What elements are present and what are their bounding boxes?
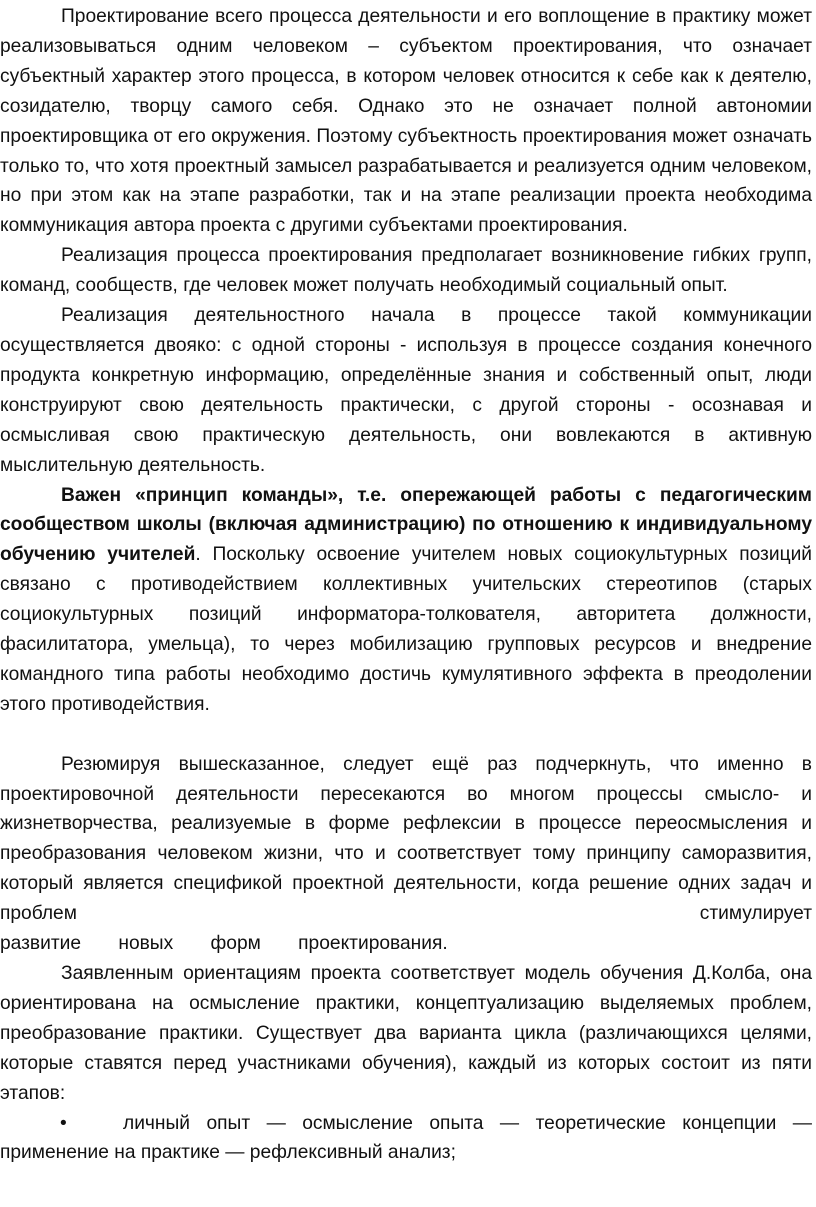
paragraph-4 <box>0 481 812 720</box>
paragraph-5: Резюмируя вышесказанное, следует ещё раз подчеркнуть, что именно в проектировочной деятельности пересекаются во многом процессы смысло- и жизнетворчества, реализуемые в форме рефлексии в процессе переосмысления и преобразования человеком жизни, что и соответствует тому принципу саморазвития, который является спецификой проектной деятельности, когда решение одних задач и проблем стимулирует <box>0 753 812 925</box>
paragraph-3: Реализация деятельностного начала в процессе такой коммуникации осуществляется двояко: с одной стороны - используя в процессе создания конечного продукта конкретную информацию, определённые знания и собственный опыт, люди конструируют свою деятельность практически, с другой стороны - осознавая и осмысливая свою практическую деятельность, они вовлекаются в активную мыслительную деятельность. <box>0 305 812 476</box>
paragraph-4-text: . Поскольку освоение учителем новых социокультурных позиций связано с противодействием коллективных учительских стереотипов (старых социокультурных позиций информатора-толкователя, авторитета должности, фасилитатора, умельца), то через мобилизацию групповых ресурсов и внедрение командного типа работы необходимо достичь кумулятивного эффекта в преодолении этого противодействия. <box>0 544 812 715</box>
paragraph-6: Заявленным ориентациям проекта соответствует модель обучения Д.Колба, она ориентирована на осмысление практики, концептуализацию выделяемых проблем, преобразование практики. Существует два варианта цикла (различающихся целями, которые ставятся перед участниками обучения), каждый из которых состоит из пяти этапов: <box>0 962 812 1104</box>
paragraph-5-continuation: развитие новых форм проектирования. <box>0 933 448 955</box>
paragraph-4-bold-lead: Важен «принцип команды», т.е. опережающей работы с педагогическим сообществом школы (включая администрацию) по отношению к индивидуальному обучению учителей <box>0 484 812 566</box>
paragraph-1: Проектирование всего процесса деятельности и его воплощение в практику может реализовываться одним человеком – субъектом проектирования, что означает субъектный характер этого процесса, в котором человек относится к себе как к деятелю, созидателю, творцу самого себя. Однако это не означает полной автономии проектировщика от его окружения. Поэтому субъектность проектирования может означать только то, что хотя проектный замысел разрабатывается и реализуется одним человеком, но при этом как на этапе разработки, так и на этапе реализации проекта необходима коммуникация автора проекта с другими субъектами проектирования. <box>0 6 812 237</box>
list-item <box>0 1109 812 1169</box>
bullet-icon: • <box>60 1112 67 1134</box>
blank-line <box>0 720 812 750</box>
list-item-text: личный опыт — осмысление опыта — теоретические концепции — применение на практике — рефлексивный анализ; <box>0 1112 812 1164</box>
paragraph-2: Реализация процесса проектирования предполагает возникновение гибких групп, команд, сообществ, где человек может получать необходимый социальный опыт. <box>0 245 812 297</box>
